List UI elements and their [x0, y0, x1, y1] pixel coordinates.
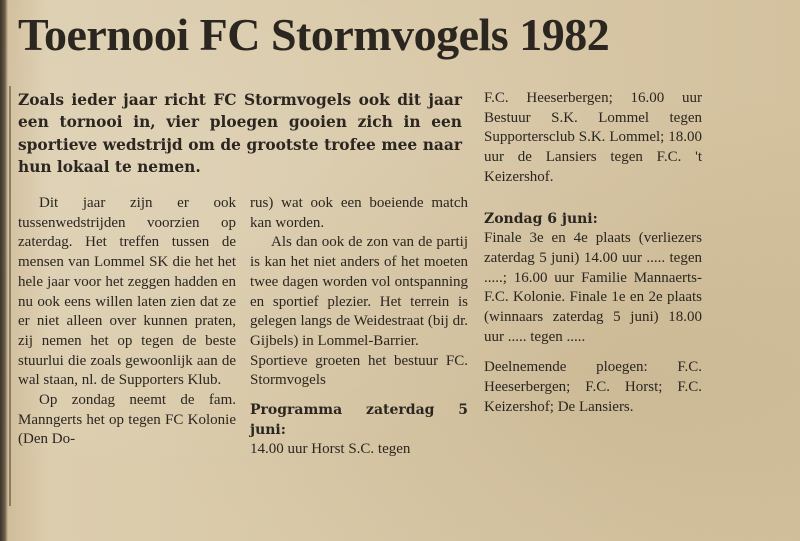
column2-paragraph-3: Sportieve groeten het bestuur FC. Stormvogels — [250, 352, 468, 389]
column2-paragraph-1: rus) wat ook een boeiende match kan worden. — [250, 195, 468, 231]
column3-paragraph-2: Finale 3e en 4e plaats (verliezers zaterdag 5 juni) 14.00 uur ..... tegen .....; 16.00 uur Familie Mannaerts-F.C. Kolonie. Finale 1e en 2e plaats (winnaars zaterdag 5 juni) 18.00 uur ..... tegen ..... — [484, 230, 702, 345]
spacer — [484, 199, 702, 210]
text-column-2 — [250, 194, 468, 460]
column2-paragraph-4: 14.00 uur Horst S.C. tegen — [250, 441, 411, 458]
spacer — [484, 188, 702, 199]
zondag-heading: Zondag 6 juni: — [484, 210, 598, 227]
programma-zaterdag-heading: Programma zaterdag 5 juni: — [250, 402, 468, 438]
column2-paragraph-2: Als dan ook de zon van de partij is kan het niet anders of het moeten twee dagen worden vol ontspanning en sportief plezier. Het terrein is gelegen langs de Weidestraat (bij dr. Gijbels) in Lommel-Barrier. — [250, 234, 468, 349]
column1-paragraph-2: Op zondag neemt de fam. Manngerts het op tegen FC Kolonie (Den Do- — [18, 392, 236, 448]
page-edge-shadow — [0, 0, 8, 541]
article-headline: Toernooi FC Stormvogels 1982 — [18, 9, 610, 60]
spacer — [250, 391, 468, 401]
column3-paragraph-1: F.C. Heeserbergen; 16.00 uur Bestuur S.K. Lommel tegen Supportersclub S.K. Lommel; 18.00 uur de Lansiers tegen F.C. 't Keizershof. — [484, 90, 702, 185]
text-column-3 — [484, 89, 702, 418]
spacer — [484, 347, 702, 358]
column-rule — [9, 86, 11, 506]
text-column-1 — [18, 194, 236, 450]
article-intro: Zoals ieder jaar richt FC Stormvogels ook dit jaar een tornooi in, vier ploegen gooien zich in een sportieve wedstrijd om de grootste trofee mee naar hun lokaal te nemen. — [18, 91, 462, 176]
column3-paragraph-3: Deelnemende ploegen: F.C. Heeserbergen; F.C. Horst; F.C. Keizershof; De Lansiers. — [484, 359, 702, 415]
column1-paragraph-1: Dit jaar zijn er ook tussenwedstrijden voorzien op zaterdag. Het treffen tussen de mensen van Lommel SK die het het hele jaar voor het zeggen hadden en nu ook eens willen laten zien dat ze er niet alleen over kunnen praten, zij nemen het op tegen de beste stuurlui die zoals gewoonlijk aan de wal staan, nl. de Supporters Klub. — [18, 195, 236, 389]
